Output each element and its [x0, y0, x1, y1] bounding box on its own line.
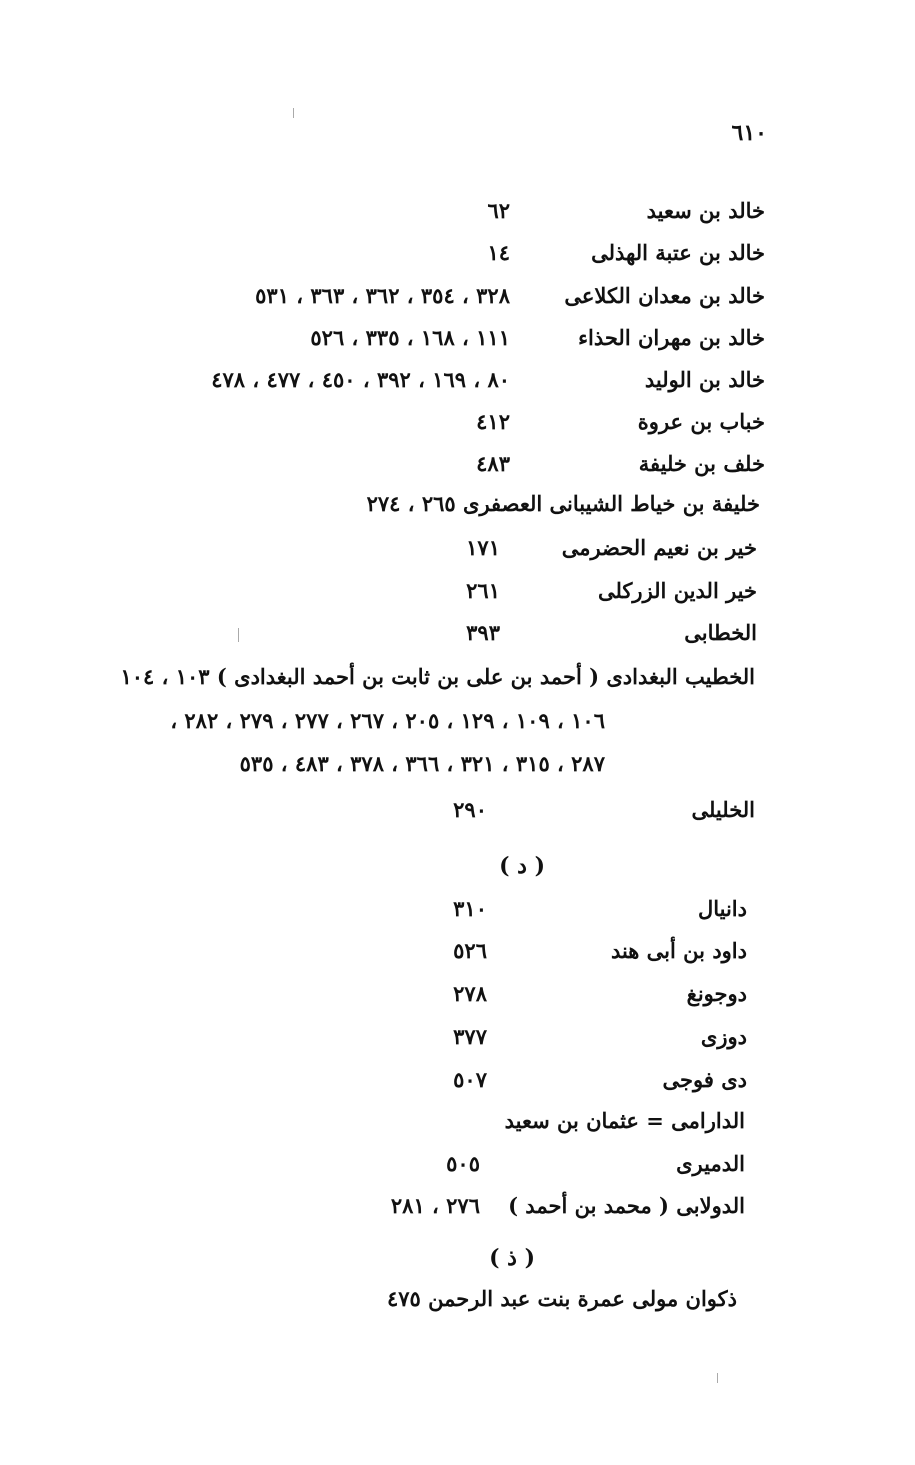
section-heading-dal: ( د ): [499, 853, 545, 879]
section-heading-dhal: ( ذ ): [489, 1245, 535, 1271]
index-name: الخطابى: [684, 620, 757, 645]
scan-mark: [717, 1373, 718, 1383]
scan-mark: [293, 108, 294, 118]
index-pages: ١١١ ، ١٦٨ ، ٣٣٥ ، ٥٢٦: [310, 325, 510, 350]
index-pages: ٢٧٦ ، ٢٨١: [390, 1193, 480, 1218]
scan-mark: [238, 628, 239, 642]
index-pages: ٦٢: [487, 198, 510, 223]
index-entry-line: الخطيب البغدادى ( أحمد بن على بن ثابت بن أحمد البغدادى ) ١٠٣ ، ١٠٤: [120, 664, 755, 689]
index-pages: ٥٢٦: [453, 938, 487, 963]
index-name: دانيال: [697, 896, 747, 921]
index-name: خباب بن عروة: [637, 409, 765, 434]
index-name: الدولابى ( محمد بن أحمد ): [508, 1193, 745, 1218]
index-name: خلف بن خليفة: [638, 451, 765, 476]
index-name: دى فوجى: [662, 1067, 747, 1092]
page-number: ٦١٠: [731, 120, 767, 146]
index-pages: ٥٠٧: [453, 1067, 487, 1092]
index-name: داود بن أبى هند: [610, 938, 747, 963]
index-name: الدميرى: [676, 1151, 745, 1176]
index-pages: ١٤: [487, 240, 510, 265]
index-entry-line: خليفة بن خياط الشيبانى العصفرى ٢٦٥ ، ٢٧٤: [366, 491, 760, 516]
index-pages: ٢٦١: [466, 578, 500, 603]
index-pages: ١٧١: [466, 535, 500, 560]
index-pages: ٣٧٧: [453, 1024, 487, 1049]
index-name: خالد بن مهران الحذاء: [578, 325, 765, 350]
index-pages: ٤٨٣: [476, 451, 510, 476]
index-pages: ٢٧٨: [453, 981, 487, 1006]
index-pages-continued: ١٠٦ ، ١٠٩ ، ١٢٩ ، ٢٠٥ ، ٢٦٧ ، ٢٧٧ ، ٢٧٩ ، ٢٨٢ ،: [170, 708, 605, 733]
index-pages: ٢٩٠: [453, 797, 487, 822]
index-name: دوجونغ: [686, 981, 747, 1006]
index-name: خالد بن سعيد: [646, 198, 765, 223]
index-pages: ٣٢٨ ، ٣٥٤ ، ٣٦٢ ، ٣٦٣ ، ٥٣١: [255, 283, 510, 308]
index-name: خير الدين الزركلى: [597, 578, 757, 603]
index-name: خالد بن عتبة الهذلى: [591, 240, 765, 265]
index-pages: ٨٠ ، ١٦٩ ، ٣٩٢ ، ٤٥٠ ، ٤٧٧ ، ٤٧٨: [211, 367, 510, 392]
index-name: خالد بن الوليد: [644, 367, 765, 392]
index-name: دوزى: [700, 1024, 747, 1049]
index-pages: ٣١٠: [453, 896, 487, 921]
index-pages: ٣٩٣: [466, 620, 500, 645]
index-pages: ٤١٢: [476, 409, 510, 434]
index-pages-continued: ٢٨٧ ، ٣١٥ ، ٣٢١ ، ٣٦٦ ، ٣٧٨ ، ٤٨٣ ، ٥٣٥: [239, 751, 605, 776]
index-name: خير بن نعيم الحضرمى: [561, 535, 757, 560]
index-entry-line: ذكوان مولى عمرة بنت عبد الرحمن ٤٧٥: [386, 1286, 737, 1311]
index-pages: ٥٠٥: [446, 1151, 480, 1176]
index-name: الخليلى: [691, 797, 755, 822]
index-name: خالد بن معدان الكلاعى: [564, 283, 765, 308]
index-cross-reference: الدارامى = عثمان بن سعيد: [504, 1108, 745, 1133]
